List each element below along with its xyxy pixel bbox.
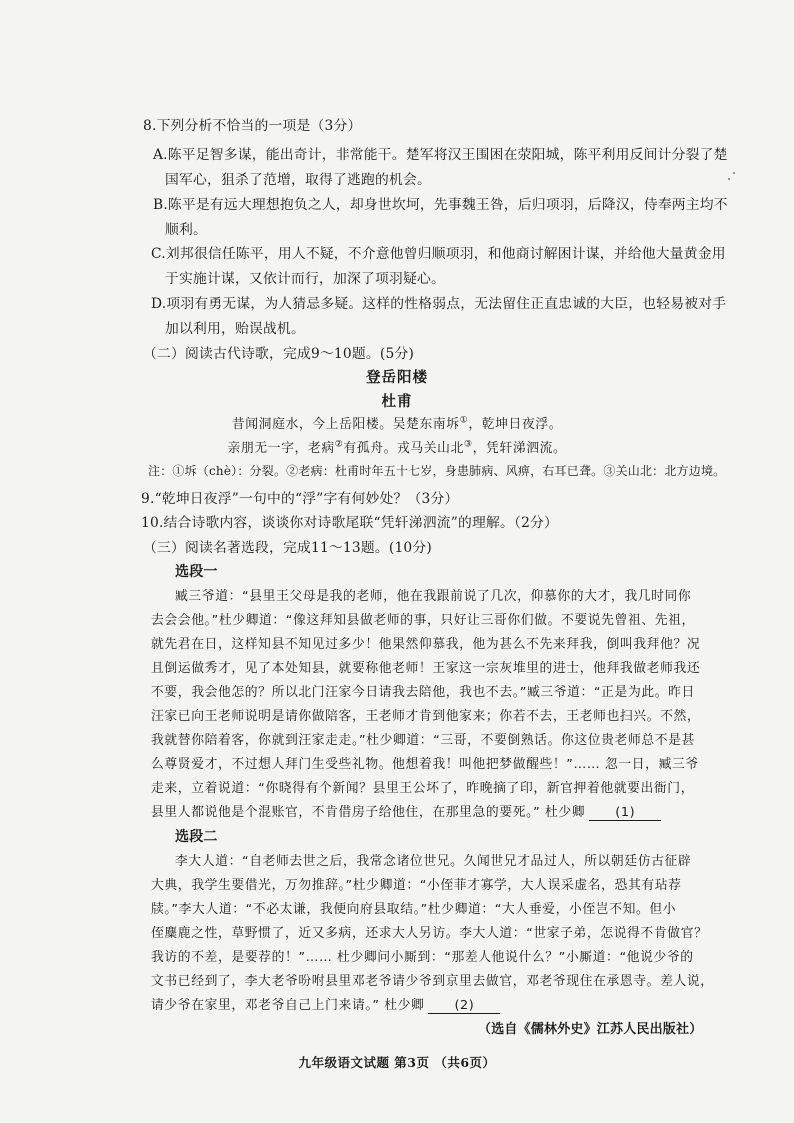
excerpt1-line-7: 我就替你陪着客，你就到汪家走走。”杜少卿道：“三哥，不要倒熟话。你这位贵老师总不是甚 xyxy=(151,733,695,748)
q9: 9.“乾坤日夜浮”一句中的“浮”字有何妙处？（3分） xyxy=(141,491,459,507)
excerpt2-line-6: 文书已经到了，李大老爷吩咐县里邓老爷请少爷到京里去做官，邓老爷现住在承恩寺。差人说， xyxy=(151,974,714,989)
excerpt1-line-9: 走来，立着说道：“你晓得有个新闻？县里王公坏了，昨晚摘了印，新官押着他就要出衙门， xyxy=(151,781,695,796)
excerpt2-line-5: 我访的不差，是要荐的！”…… 杜少卿问小厮到：“那差人他说什么？”小厮道：“他说少爷的 xyxy=(151,950,694,965)
poem-line-2-b: 有孤舟。戎马关山北 xyxy=(343,441,464,456)
q10: 10.结合诗歌内容，谈谈你对诗歌尾联“凭轩涕泗流”的理解。（2分） xyxy=(141,515,559,531)
poem-line-2 xyxy=(0,437,794,456)
poem-line-1-b: ，乾坤日夜浮。 xyxy=(468,417,563,432)
excerpt2-line-7 xyxy=(151,994,500,1014)
section2-header: （二）阅读古代诗歌，完成9～10题。(5分) xyxy=(143,346,415,362)
q8-option-a-line1: A.陈平足智多谋，能出奇计，非常能干。楚军将汉王围困在荥阳城，陈平利用反间计分裂了楚 xyxy=(153,147,728,163)
poem-note: 注：①坼（chè）：分裂。②老病：杜甫时年五十七岁，身患肺病、风痹，右耳已聋。③关山北：北方边境。 xyxy=(148,464,726,478)
poem-title: 登岳阳楼 xyxy=(366,369,428,386)
excerpt1-line-1: 臧三爷道：“县里王父母是我的老师，他在我跟前说了几次，仰慕你的大才，我几时同你 xyxy=(175,589,692,604)
q8-option-a-line2: 国军心，狙杀了范增，取得了逃跑的机会。 xyxy=(165,172,431,188)
q8-option-d-line2: 加以利用，贻误战机。 xyxy=(165,321,305,337)
answer-blank-2[interactable]: (2) xyxy=(428,998,500,1014)
excerpt2-line-1: 李大人道：“自老师去世之后，我常念诸位世兄。久闻世兄才品过人，所以朝廷仿古征辟 xyxy=(175,854,692,869)
poem-line-2-a: 亲朋无一字，老病 xyxy=(227,441,335,456)
excerpt1-line-2: 去会会他。”杜少卿道：“像这拜知县做老师的事，只好让三哥你们做。不要说先曾祖、先祖， xyxy=(151,613,695,628)
q8-option-c-line1: C.刘邦很信任陈平，用人不疑，不介意他曾归顺项羽，和他商讨解困计谋，并给他大量黄金用 xyxy=(151,246,726,262)
scan-speck xyxy=(728,178,730,180)
footnote-marker-3: ③ xyxy=(463,439,473,450)
excerpt1-line-3: 就先君在日，这样知县不知见过多少！他果然仰慕我，他为甚么不先来拜我，倒叫我拜他？况 xyxy=(151,637,701,652)
poem-line-1 xyxy=(0,413,794,432)
q8-stem: 8.下列分析不恰当的一项是（3分） xyxy=(143,118,362,134)
excerpt1-last-text: 县里人都说他是个混账官，不肯借房子给他住，在那里急的要死。” 杜少卿 xyxy=(151,805,586,820)
footnote-marker-2: ② xyxy=(334,439,344,450)
q8-option-c-line2: 于实施计谋，又依计而行，加深了项羽疑心。 xyxy=(165,271,445,287)
excerpt1-line-5: 不要，我会他怎的？所以北门汪家今日请我去陪他，我也不去。”臧三爷道：“正是为此。昨日 xyxy=(151,685,695,700)
footnote-marker-1: ① xyxy=(459,415,469,426)
excerpt1-line-8: 么尊贤爱才，不过想人拜门生受些礼物。他想着我！叫他把梦做醒些！”…… 忽一日，臧三爷 xyxy=(151,757,699,772)
poem-line-2-c: ，凭轩涕泗流。 xyxy=(472,441,567,456)
excerpt1-line-4: 且倒运做秀才，见了本处知县，就要称他老师！王家这一宗灰堆里的进士，他拜我做老师我还 xyxy=(151,661,701,676)
excerpt2-last-text: 请少爷在家里，邓老爷自己上门来请。” 杜少卿 xyxy=(151,998,425,1013)
excerpt1-label: 选段一 xyxy=(175,564,218,580)
page-footer: 九年级语文试题 第3页 （共6页） xyxy=(298,1055,496,1070)
excerpt2-line-3: 牍。”李大人道：“不必太谦，我便向府县取结。”杜少卿道：“大人垂爱，小侄岂不知。但小 xyxy=(151,902,677,917)
excerpt2-label: 选段二 xyxy=(175,829,218,845)
q8-option-b-line2: 顺利。 xyxy=(165,222,207,238)
answer-blank-1[interactable]: (1) xyxy=(589,805,661,821)
scan-speck xyxy=(733,172,735,174)
excerpt1-line-6: 汪家已向王老师说明是请你做陪客，王老师才肯到他家来；你若不去，王老师也扫兴。不然， xyxy=(151,709,701,724)
q8-option-b-line1: B.陈平是有远大理想抱负之人，却身世坎坷，先事魏王咎，后归项羽，后降汉，侍奉两主均不 xyxy=(153,197,728,213)
section3-header: （三）阅读名著选段，完成11～13题。(10分) xyxy=(143,540,432,556)
excerpt-source: （选自《儒林外史》江苏人民出版社） xyxy=(478,1022,703,1037)
q8-option-d-line1: D.项羽有勇无谋，为人猜忌多疑。这样的性格弱点，无法留住正直忠诚的大臣，也轻易被对手 xyxy=(151,296,727,312)
excerpt2-line-4: 侄麋鹿之性，草野惯了，近又多病，还求大人另访。李大人道：“世家子弟，怎说得不肯做官？ xyxy=(151,926,708,941)
excerpt1-line-10 xyxy=(151,801,661,821)
excerpt2-line-2: 大典，我学生要借光，万勿推辞。”杜少卿道：“小侄菲才寡学，大人误采虚名，恐其有玷荐 xyxy=(151,878,682,893)
poem-author: 杜甫 xyxy=(381,393,413,410)
poem-line-1-a: 昔闻洞庭水，今上岳阳楼。吴楚东南坼 xyxy=(231,417,460,432)
